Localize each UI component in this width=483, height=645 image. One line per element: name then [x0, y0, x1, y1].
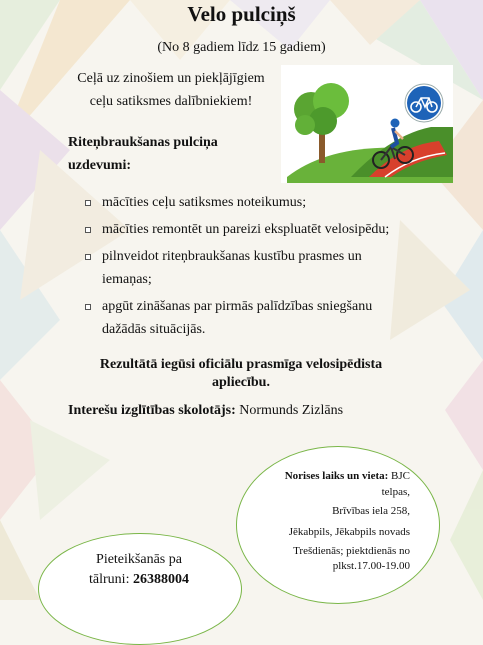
list-item: [82, 218, 412, 241]
schedule: [250, 544, 410, 574]
list-item-text: mācīties remontēt un pareizi ekspluatēt velosipēdu;: [102, 222, 390, 237]
list-item-text: iemaņas;: [102, 272, 152, 287]
result-note: [80, 356, 402, 392]
page-title: Velo pulciņš: [187, 2, 296, 26]
result-line: apliecību.: [212, 375, 270, 390]
list-item-text: mācīties ceļu satiksmes noteikumus;: [102, 195, 307, 210]
square-bullet-icon: [85, 200, 91, 206]
list-item-text: dažādās situācijās.: [102, 322, 206, 337]
result-line: Rezultātā iegūsi oficiālu prasmīga velosipēdista: [99, 357, 383, 372]
list-item: [82, 245, 412, 291]
apply-block: [62, 550, 216, 590]
square-bullet-icon: [85, 254, 91, 260]
cycling-illustration: [281, 65, 453, 183]
teacher-name: Normunds Zizlāns: [239, 403, 344, 418]
slogan-line: ceļu satiksmes dalībniekiem!: [89, 94, 253, 109]
location-venue: BJC: [391, 470, 410, 482]
schedule-days: Trešdienās; piektdienās no: [293, 545, 410, 557]
tasks-heading: [68, 131, 268, 177]
location-header: [260, 468, 410, 500]
square-bullet-icon: [85, 227, 91, 233]
list-item: [82, 295, 412, 341]
apply-phone-number: 26388004: [132, 572, 189, 587]
slogan-line: Ceļā uz zinošiem un piekļājīgiem: [77, 71, 265, 86]
location-label: Norises laiks un vieta:: [284, 470, 389, 482]
tasks-list: [82, 191, 412, 345]
age-range-subtitle: (No 8 gadiem līdz 15 gadiem): [157, 40, 326, 55]
list-item-text: apgūt zināšanas par pirmās palīdzības sniegšanu: [102, 299, 373, 314]
tasks-heading-line: uzdevumi:: [68, 158, 131, 173]
bicycle-sign-icon: [405, 84, 443, 122]
slogan: [60, 67, 282, 113]
apply-phone-label: tālruni:: [89, 572, 130, 587]
square-bullet-icon: [85, 304, 91, 310]
teacher-line: [68, 403, 428, 419]
tasks-heading-line: Riteņbraukšanas pulciņa: [68, 135, 218, 150]
list-item: [82, 191, 412, 214]
schedule-hours: plkst.17.00-19.00: [332, 560, 410, 572]
location-city: Jēkabpils, Jēkabpils novads: [288, 526, 410, 538]
location-venue-rooms: telpas,: [381, 486, 410, 498]
location-street: Brīvības iela 258,: [332, 505, 410, 517]
apply-line: Pieteikšanās pa: [96, 552, 182, 567]
list-item-text: pilnveidot riteņbraukšanas kustību prasmes un: [102, 249, 362, 264]
teacher-label: Interešu izglītības skolotājs:: [68, 403, 236, 418]
